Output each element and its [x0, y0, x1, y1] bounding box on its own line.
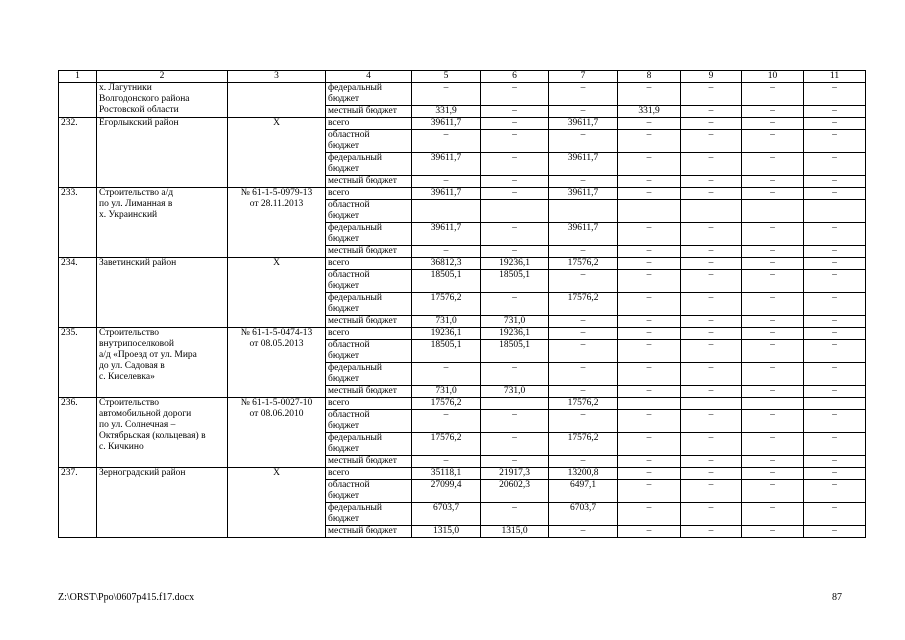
value-cell: –	[804, 456, 866, 468]
value-cell: 17576,2	[549, 398, 618, 410]
value-cell: –	[481, 83, 549, 106]
value-cell: –	[804, 176, 866, 188]
value-cell: –	[804, 258, 866, 270]
value-cell: –	[618, 433, 681, 456]
value-cell: –	[804, 106, 866, 118]
value-cell: –	[618, 316, 681, 328]
value-cell: –	[804, 386, 866, 398]
footer-file-path: Z:\ORST\Ppo\0607p415.f17.docx	[58, 592, 195, 603]
budget-source-label: всего	[326, 398, 412, 410]
budget-source-label: областной бюджет	[326, 340, 412, 363]
budget-source-label: местный бюджет	[326, 176, 412, 188]
value-cell: –	[804, 468, 866, 480]
value-cell: –	[618, 176, 681, 188]
value-cell: –	[618, 258, 681, 270]
value-cell: –	[618, 246, 681, 258]
value-cell: –	[681, 188, 742, 200]
item-name: Строительство а/д по ул. Лиманная в х. Украинский	[97, 188, 228, 258]
item-name: Заветинский район	[97, 258, 228, 328]
value-cell: –	[618, 456, 681, 468]
value-cell: –	[804, 246, 866, 258]
value-cell: –	[742, 480, 804, 503]
value-cell	[681, 398, 742, 410]
value-cell: –	[681, 258, 742, 270]
value-cell: 17576,2	[412, 433, 481, 456]
value-cell	[618, 398, 681, 410]
value-cell: –	[549, 106, 618, 118]
value-cell: –	[618, 270, 681, 293]
budget-source-label: областной бюджет	[326, 270, 412, 293]
value-cell: 39611,7	[549, 118, 618, 130]
value-cell: –	[681, 410, 742, 433]
value-cell: –	[481, 503, 549, 526]
value-cell: –	[618, 223, 681, 246]
item-number: 236.	[59, 398, 97, 468]
budget-source-label: всего	[326, 118, 412, 130]
value-cell: –	[742, 328, 804, 340]
table-row	[59, 188, 866, 200]
value-cell: –	[681, 468, 742, 480]
value-cell: –	[549, 328, 618, 340]
value-cell: –	[742, 223, 804, 246]
value-cell: –	[549, 270, 618, 293]
item-number: 235.	[59, 328, 97, 398]
value-cell	[742, 200, 804, 223]
value-cell: –	[481, 106, 549, 118]
value-cell: 13200,8	[549, 468, 618, 480]
item-number: 237.	[59, 468, 97, 538]
value-cell: –	[804, 328, 866, 340]
item-document: Х	[228, 468, 326, 538]
value-cell: 19236,1	[412, 328, 481, 340]
value-cell: 36812,3	[412, 258, 481, 270]
value-cell: –	[481, 153, 549, 176]
column-number: 10	[742, 71, 804, 83]
value-cell: –	[804, 480, 866, 503]
value-cell: 35118,1	[412, 468, 481, 480]
table-row	[59, 398, 866, 410]
value-cell: –	[618, 386, 681, 398]
value-cell: –	[618, 410, 681, 433]
item-number: 234.	[59, 258, 97, 328]
value-cell: –	[742, 316, 804, 328]
table-row	[59, 468, 866, 480]
value-cell: 39611,7	[549, 153, 618, 176]
column-number: 1	[59, 71, 97, 83]
value-cell: –	[618, 468, 681, 480]
value-cell: –	[549, 410, 618, 433]
value-cell: –	[618, 363, 681, 386]
item-name: Строительство автомобильной дороги по ул. Солнечная – Октябрьская (кольцевая) в с. Кичкино	[97, 398, 228, 468]
column-number: 5	[412, 71, 481, 83]
budget-source-label: всего	[326, 258, 412, 270]
value-cell: –	[681, 83, 742, 106]
item-number	[59, 83, 97, 118]
value-cell	[618, 200, 681, 223]
column-number: 9	[681, 71, 742, 83]
item-document: № 61-1-5-0474-13 от 08.05.2013	[228, 328, 326, 398]
value-cell: 18505,1	[412, 340, 481, 363]
item-document: Х	[228, 258, 326, 328]
value-cell: –	[549, 340, 618, 363]
footer-page-number: 87	[832, 592, 842, 603]
value-cell: –	[681, 118, 742, 130]
value-cell: 17576,2	[549, 293, 618, 316]
value-cell: –	[549, 386, 618, 398]
value-cell: –	[742, 410, 804, 433]
value-cell: –	[681, 386, 742, 398]
value-cell: –	[742, 188, 804, 200]
value-cell: –	[804, 223, 866, 246]
value-cell: –	[481, 246, 549, 258]
table-row	[59, 328, 866, 340]
column-number: 8	[618, 71, 681, 83]
value-cell: 39611,7	[549, 188, 618, 200]
value-cell: –	[481, 130, 549, 153]
value-cell: 39611,7	[412, 223, 481, 246]
value-cell: –	[742, 340, 804, 363]
value-cell: –	[481, 363, 549, 386]
value-cell: –	[481, 188, 549, 200]
value-cell: –	[742, 270, 804, 293]
header-row	[59, 71, 866, 83]
value-cell: –	[742, 130, 804, 153]
budget-source-label: местный бюджет	[326, 316, 412, 328]
value-cell: –	[804, 316, 866, 328]
value-cell: –	[481, 433, 549, 456]
value-cell: –	[681, 480, 742, 503]
budget-source-label: всего	[326, 468, 412, 480]
budget-source-label: федеральный бюджет	[326, 503, 412, 526]
item-document	[228, 83, 326, 118]
value-cell: –	[804, 363, 866, 386]
value-cell: –	[549, 363, 618, 386]
value-cell: –	[549, 83, 618, 106]
value-cell: –	[742, 468, 804, 480]
value-cell: 39611,7	[412, 118, 481, 130]
value-cell: –	[804, 340, 866, 363]
value-cell: 731,0	[412, 386, 481, 398]
budget-source-label: всего	[326, 188, 412, 200]
value-cell: –	[412, 456, 481, 468]
value-cell: –	[681, 503, 742, 526]
item-name: х. Лагутники Волгодонского района Ростовской области	[97, 83, 228, 118]
value-cell	[804, 200, 866, 223]
value-cell: –	[481, 293, 549, 316]
value-cell: –	[549, 130, 618, 153]
value-cell: –	[618, 293, 681, 316]
value-cell: 731,0	[412, 316, 481, 328]
value-cell: –	[618, 118, 681, 130]
value-cell	[481, 200, 549, 223]
value-cell: –	[618, 153, 681, 176]
value-cell: 6703,7	[412, 503, 481, 526]
item-name: Зерноградский район	[97, 468, 228, 538]
column-number: 2	[97, 71, 228, 83]
value-cell: –	[804, 410, 866, 433]
value-cell: –	[742, 433, 804, 456]
column-number: 4	[326, 71, 412, 83]
value-cell: –	[412, 130, 481, 153]
value-cell: –	[742, 503, 804, 526]
value-cell: –	[742, 363, 804, 386]
column-number: 3	[228, 71, 326, 83]
value-cell: –	[742, 106, 804, 118]
budget-source-label: местный бюджет	[326, 106, 412, 118]
value-cell: –	[681, 153, 742, 176]
budget-source-label: федеральный бюджет	[326, 293, 412, 316]
value-cell: –	[804, 130, 866, 153]
value-cell: –	[681, 293, 742, 316]
value-cell: –	[681, 433, 742, 456]
value-cell: –	[742, 246, 804, 258]
budget-table	[58, 70, 866, 538]
value-cell: –	[804, 188, 866, 200]
value-cell: –	[481, 223, 549, 246]
value-cell: 39611,7	[412, 153, 481, 176]
value-cell: –	[681, 340, 742, 363]
budget-source-label: федеральный бюджет	[326, 83, 412, 106]
table-row	[59, 118, 866, 130]
item-number: 233.	[59, 188, 97, 258]
value-cell: –	[618, 328, 681, 340]
value-cell: –	[481, 118, 549, 130]
value-cell: –	[804, 153, 866, 176]
value-cell: 17576,2	[549, 258, 618, 270]
value-cell	[549, 200, 618, 223]
value-cell: –	[618, 130, 681, 153]
value-cell: –	[618, 188, 681, 200]
value-cell: –	[618, 480, 681, 503]
value-cell: –	[681, 328, 742, 340]
value-cell: –	[549, 456, 618, 468]
budget-source-label: местный бюджет	[326, 386, 412, 398]
table-row	[59, 83, 866, 106]
value-cell: –	[681, 316, 742, 328]
value-cell: –	[681, 363, 742, 386]
value-cell: –	[742, 118, 804, 130]
budget-source-label: областной бюджет	[326, 410, 412, 433]
value-cell	[412, 200, 481, 223]
column-number: 6	[481, 71, 549, 83]
value-cell: 27099,4	[412, 480, 481, 503]
value-cell: –	[681, 526, 742, 538]
budget-source-label: местный бюджет	[326, 456, 412, 468]
item-name: Строительство внутрипоселковой а/д «Проезд от ул. Мира до ул. Садовая в с. Киселевка»	[97, 328, 228, 398]
value-cell: –	[804, 433, 866, 456]
column-number: 7	[549, 71, 618, 83]
column-number: 11	[804, 71, 866, 83]
value-cell: –	[412, 363, 481, 386]
value-cell: 18505,1	[481, 340, 549, 363]
table-row	[59, 258, 866, 270]
value-cell: –	[412, 246, 481, 258]
value-cell: –	[549, 176, 618, 188]
budget-source-label: областной бюджет	[326, 200, 412, 223]
value-cell: –	[742, 83, 804, 106]
value-cell: –	[549, 316, 618, 328]
value-cell: 1315,0	[481, 526, 549, 538]
budget-source-label: федеральный бюджет	[326, 153, 412, 176]
value-cell: 18505,1	[412, 270, 481, 293]
value-cell: –	[481, 176, 549, 188]
budget-source-label: областной бюджет	[326, 480, 412, 503]
value-cell: –	[742, 526, 804, 538]
value-cell: 21917,3	[481, 468, 549, 480]
value-cell: –	[618, 340, 681, 363]
value-cell: 1315,0	[412, 526, 481, 538]
value-cell: 39611,7	[412, 188, 481, 200]
value-cell: –	[804, 118, 866, 130]
value-cell: –	[681, 106, 742, 118]
value-cell: –	[742, 176, 804, 188]
value-cell	[481, 398, 549, 410]
value-cell: –	[804, 270, 866, 293]
value-cell: –	[742, 258, 804, 270]
value-cell: –	[742, 293, 804, 316]
item-number: 232.	[59, 118, 97, 188]
value-cell: –	[481, 456, 549, 468]
value-cell: –	[412, 83, 481, 106]
value-cell: –	[742, 386, 804, 398]
value-cell: 17576,2	[412, 293, 481, 316]
value-cell: –	[742, 456, 804, 468]
value-cell: 331,9	[618, 106, 681, 118]
budget-source-label: всего	[326, 328, 412, 340]
value-cell: 17576,2	[412, 398, 481, 410]
value-cell: –	[681, 176, 742, 188]
budget-source-label: федеральный бюджет	[326, 433, 412, 456]
value-cell: 6703,7	[549, 503, 618, 526]
value-cell: –	[412, 410, 481, 433]
item-name: Егорлыкский район	[97, 118, 228, 188]
budget-source-label: местный бюджет	[326, 246, 412, 258]
value-cell: –	[804, 526, 866, 538]
value-cell: 17576,2	[549, 433, 618, 456]
value-cell: –	[681, 246, 742, 258]
budget-source-label: федеральный бюджет	[326, 223, 412, 246]
value-cell: 19236,1	[481, 258, 549, 270]
budget-source-label: федеральный бюджет	[326, 363, 412, 386]
value-cell: 731,0	[481, 316, 549, 328]
value-cell: –	[618, 526, 681, 538]
value-cell: –	[412, 176, 481, 188]
value-cell: –	[549, 246, 618, 258]
value-cell: –	[804, 293, 866, 316]
value-cell: –	[681, 456, 742, 468]
value-cell	[742, 398, 804, 410]
value-cell: –	[681, 223, 742, 246]
budget-source-label: областной бюджет	[326, 130, 412, 153]
value-cell: –	[481, 410, 549, 433]
value-cell: –	[804, 503, 866, 526]
value-cell: –	[618, 83, 681, 106]
value-cell: 331,9	[412, 106, 481, 118]
value-cell: –	[549, 526, 618, 538]
item-document: № 61-1-5-0027-10 от 08.06.2010	[228, 398, 326, 468]
value-cell: 731,0	[481, 386, 549, 398]
budget-source-label: местный бюджет	[326, 526, 412, 538]
value-cell: –	[618, 503, 681, 526]
value-cell: 19236,1	[481, 328, 549, 340]
item-document: Х	[228, 118, 326, 188]
value-cell: 6497,1	[549, 480, 618, 503]
value-cell: –	[681, 270, 742, 293]
value-cell: –	[681, 130, 742, 153]
value-cell: 18505,1	[481, 270, 549, 293]
value-cell: 20602,3	[481, 480, 549, 503]
value-cell: –	[804, 83, 866, 106]
value-cell	[681, 200, 742, 223]
value-cell	[804, 398, 866, 410]
item-document: № 61-1-5-0979-13 от 28.11.2013	[228, 188, 326, 258]
value-cell: –	[742, 153, 804, 176]
value-cell: 39611,7	[549, 223, 618, 246]
